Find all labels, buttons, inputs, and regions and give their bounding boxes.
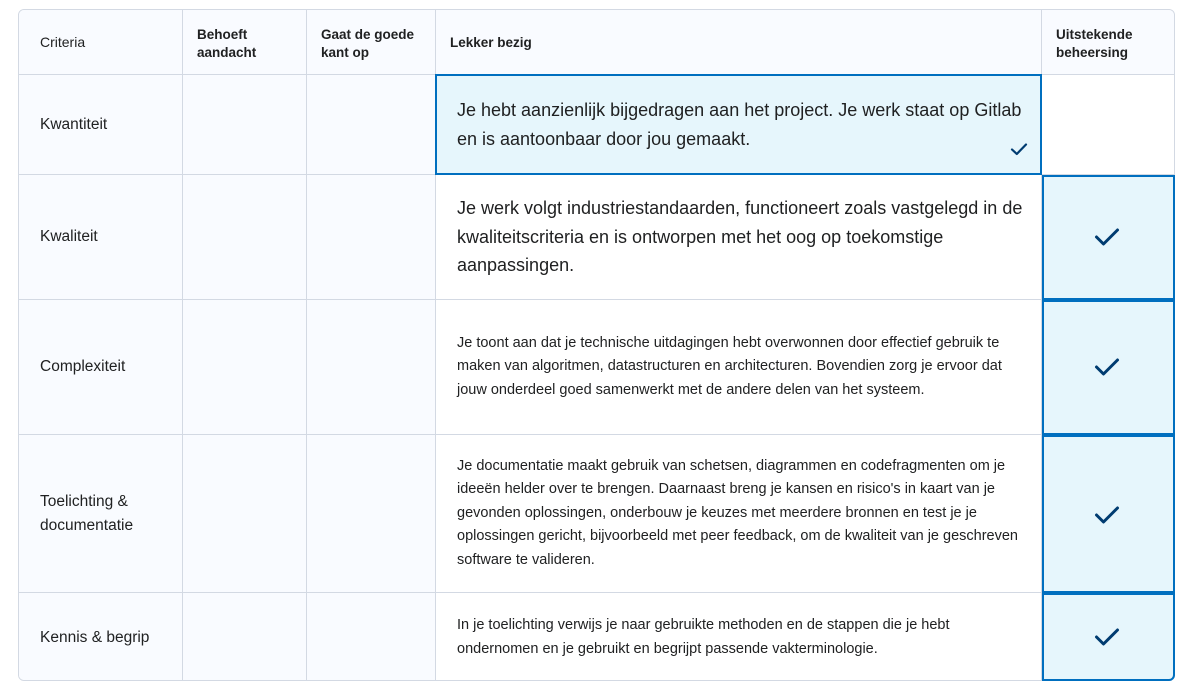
criterion-complexiteit: Complexiteit: [19, 300, 183, 435]
checkmark-icon: [1094, 627, 1120, 647]
description-kwaliteit: [436, 175, 1042, 300]
criterion-kwantiteit: Kwantiteit: [19, 75, 183, 175]
header-uitstekende-beheersing: Uitstekende beheersing: [1042, 10, 1175, 75]
checkmark-icon: [1094, 505, 1120, 525]
criterion-kwaliteit: Kwaliteit: [19, 175, 183, 300]
level-cell: [307, 593, 436, 681]
description-toelichting-documentatie: [436, 435, 1042, 593]
level-cell: [183, 75, 307, 175]
header-gaat-de-goede-kant-op: Gaat de goede kant op: [307, 10, 436, 75]
header-lekker-bezig: Lekker bezig: [436, 10, 1042, 75]
checkmark-icon: [1094, 357, 1120, 377]
level-cell: [183, 300, 307, 435]
checkmark-icon: [1010, 142, 1028, 156]
description-text: Je toont aan dat je technische uitdagingen hebt overwonnen door effectief gebruik te maken van algoritmen, datastructuren en architecturen. Bovendien zorg je ervoor dat jouw onderdeel goed samenwerkt met de andere delen van het systeem.: [457, 334, 1002, 398]
level-cell: [307, 300, 436, 435]
level-cell: [183, 175, 307, 300]
header-criteria: Criteria: [19, 10, 183, 75]
selected-level-cell[interactable]: [435, 74, 1042, 175]
criterion-kennis-begrip: Kennis & begrip: [19, 593, 183, 681]
criterion-toelichting-documentatie: Toelichting & documentatie: [19, 435, 183, 593]
level-cell: [307, 75, 436, 175]
level-cell: [183, 593, 307, 681]
description-text: In je toelichting verwijs je naar gebruikte methoden en de stappen die je hebt ondernomen en je gebruikt en begrijpt passende vakterminologie.: [457, 617, 950, 657]
level-cell: [183, 435, 307, 593]
level-cell: [1042, 75, 1175, 175]
description-kennis-begrip: [436, 593, 1042, 681]
level-cell: [307, 435, 436, 593]
description-text: Je hebt aanzienlijk bijgedragen aan het project. Je werk staat op Gitlab en is aantoonbaar door jou gemaakt.: [457, 100, 1022, 149]
description-text: Je werk volgt industriestandaarden, functioneert zoals vastgelegd in de kwaliteitscriteria en is ontworpen met het oog op toekomstige aanpassingen.: [457, 198, 1023, 276]
level-cell: [307, 175, 436, 300]
checkmark-icon: [1094, 227, 1120, 247]
header-behoeft-aandacht: Behoeft aandacht: [183, 10, 307, 75]
description-text: Je documentatie maakt gebruik van schetsen, diagrammen en codefragmenten om je ideeën helder over te brengen. Daarnaast breng je kansen en risico's in kaart van je gevonden oplossingen, onderbouw je keuzes met meerdere bronnen en test je je oplossingen gericht, bijvoorbeeld met peer feedback, om de kwaliteit van je geschreven software te valideren.: [457, 457, 1018, 568]
description-complexiteit: [436, 300, 1042, 435]
